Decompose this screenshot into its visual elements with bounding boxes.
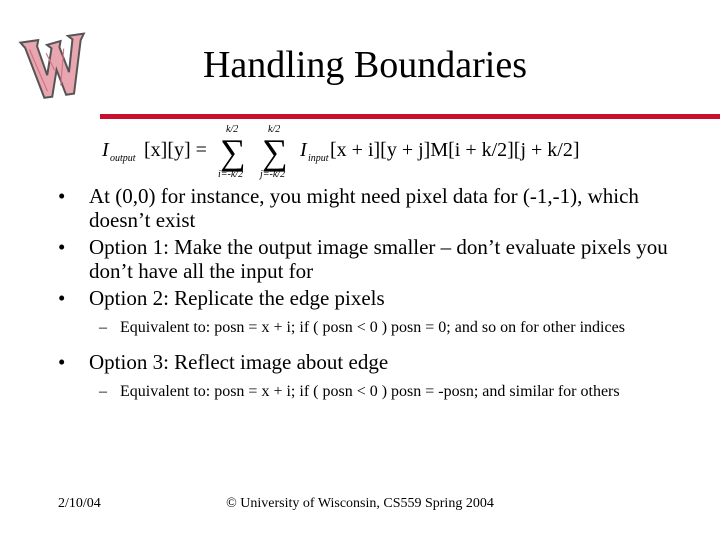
bullet-list (58, 184, 678, 414)
bullet-text: Option 2: Replicate the edge pixels (89, 286, 385, 310)
bullet-marker: • (58, 184, 66, 208)
sub-bullet-text: Equivalent to: posn = x + i; if ( posn < 0 ) posn = -posn; and similar for others (120, 383, 620, 400)
eq-sum2-lower: j=-k/2 (260, 169, 286, 180)
university-logo-w (18, 30, 92, 102)
eq-sum2-symbol: ∑ (262, 132, 288, 172)
eq-sum1-lower: i=-k/2 (218, 169, 244, 180)
sub-bullet-marker: – (99, 383, 107, 400)
bullet-item (58, 184, 678, 232)
slide-title: Handling Boundaries (202, 44, 527, 86)
footer-copyright: © University of Wisconsin, CS559 Spring 2004 (226, 496, 494, 511)
title-divider (100, 114, 720, 119)
bullet-marker: • (58, 286, 66, 310)
eq-output-subscript: output (110, 153, 136, 164)
sub-bullet-item (99, 382, 678, 402)
bullet-text: Option 1: Make the output image smaller – don’t evaluate pixels you don’t have all the input for (89, 235, 668, 283)
eq-sum1-symbol: ∑ (220, 132, 246, 172)
eq-output-symbol: I (102, 139, 109, 161)
eq-input-subscript: input (308, 153, 329, 164)
bullet-item (58, 235, 678, 283)
bullet-item (58, 286, 678, 310)
sub-bullet-text: Equivalent to: posn = x + i; if ( posn < 0 ) posn = 0; and so on for other indices (120, 319, 625, 336)
bullet-text: At (0,0) for instance, you might need pixel data for (-1,-1), which doesn’t exist (89, 184, 639, 232)
bullet-marker: • (58, 350, 66, 374)
bullet-text: Option 3: Reflect image about edge (89, 350, 389, 374)
sub-bullet-item (99, 318, 678, 338)
eq-input-symbol: I (300, 139, 307, 161)
convolution-equation (96, 122, 616, 180)
footer-date: 2/10/04 (58, 496, 101, 511)
eq-sum2-upper: k/2 (268, 124, 281, 135)
bullet-marker: • (58, 235, 66, 259)
sub-bullet-marker: – (99, 319, 107, 336)
eq-lhs-indices: [x][y] = (144, 139, 207, 161)
eq-rhs-indices: [x + i][y + j]M[i + k/2][j + k/2] (330, 139, 580, 161)
eq-sum1-upper: k/2 (226, 124, 239, 135)
bullet-item (58, 350, 678, 374)
